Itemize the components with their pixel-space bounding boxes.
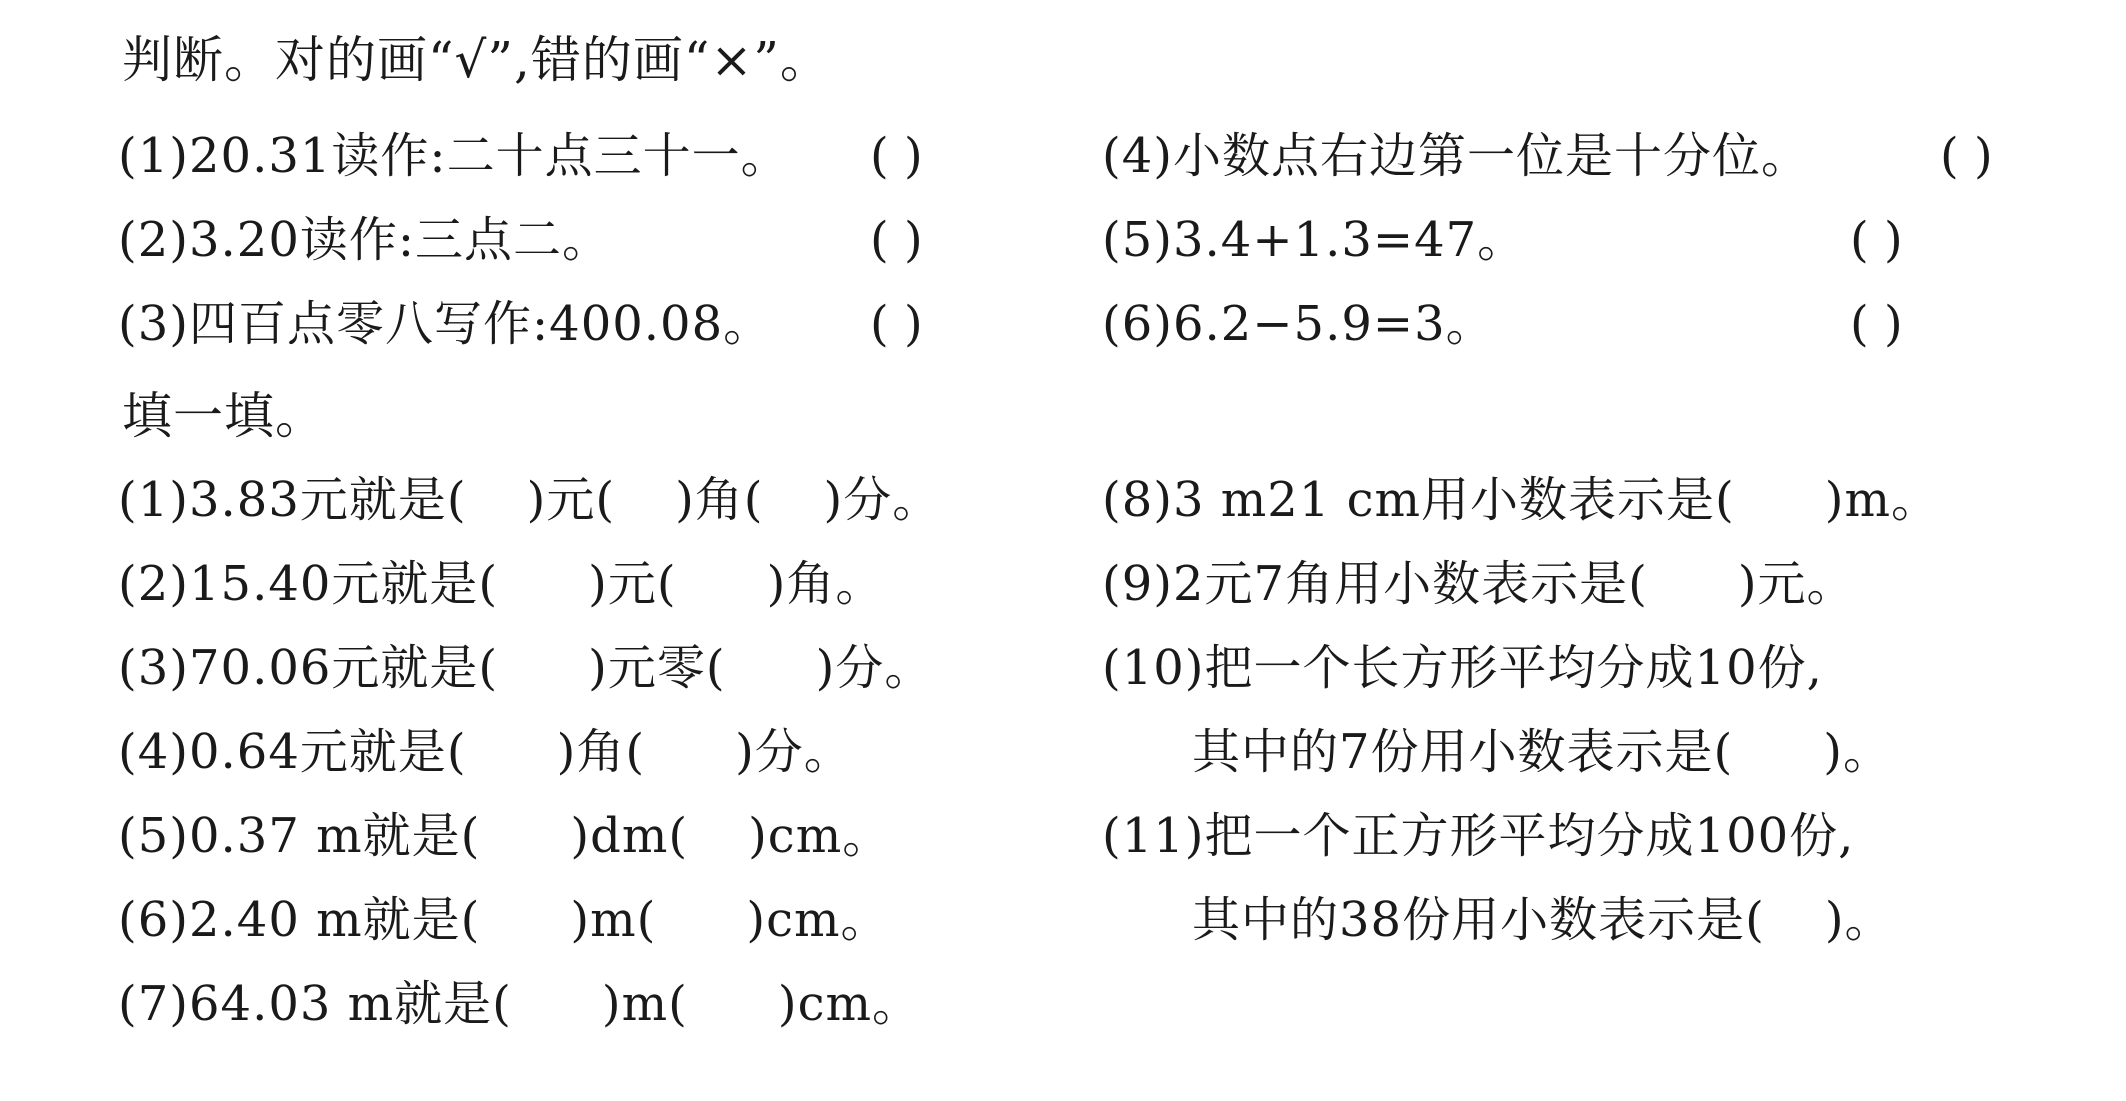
judge-answer-4: ( ) (1940, 128, 1993, 184)
fill-item-10: (10)把一个长方形平均分成10份, (1102, 640, 1823, 696)
section1-title: 判断。对的画“√”,错的画“×”。 (122, 31, 831, 89)
fill-item-8: (8)3 m21 cm用小数表示是( )m。 (1102, 472, 1941, 528)
fill-item-4: (4)0.64元就是( )角( )分。 (118, 724, 853, 780)
judge-item-6: (6)6.2−5.9=3。 (1102, 296, 1495, 352)
judge-answer-3: ( ) (870, 296, 923, 352)
judge-item-5: (5)3.4+1.3=47。 (1102, 212, 1527, 268)
fill-item-2: (2)15.40元就是( )元( )角。 (118, 556, 885, 612)
section2-title: 填一填。 (122, 387, 326, 445)
fill-item-11: (11)把一个正方形平均分成100份, (1102, 808, 1855, 864)
fill-item-5: (5)0.37 m就是( )dm( )cm。 (118, 808, 892, 864)
fill-item-9: (9)2元7角用小数表示是( )元。 (1102, 556, 1856, 612)
fill-item-1: (1)3.83元就是( )元( )角( )分。 (118, 472, 942, 528)
fill-item-7: (7)64.03 m就是( )m( )cm。 (118, 976, 922, 1032)
judge-item-2: (2)3.20读作:三点二。 (118, 212, 612, 268)
judge-item-3: (3)四百点零八写作:400.08。 (118, 296, 773, 352)
judge-answer-6: ( ) (1850, 296, 1903, 352)
judge-answer-5: ( ) (1850, 212, 1903, 268)
judge-answer-2: ( ) (870, 212, 923, 268)
fill-item-10-line2: 其中的7份用小数表示是( )。 (1192, 724, 1893, 780)
fill-item-11-line2: 其中的38份用小数表示是( )。 (1192, 892, 1894, 948)
fill-item-6: (6)2.40 m就是( )m( )cm。 (118, 892, 890, 948)
fill-item-3: (3)70.06元就是( )元零( )分。 (118, 640, 934, 696)
judge-answer-1: ( ) (870, 128, 923, 184)
judge-item-1: (1)20.31读作:二十点三十一。 (118, 128, 790, 184)
judge-item-4: (4)小数点右边第一位是十分位。 (1102, 128, 1810, 184)
